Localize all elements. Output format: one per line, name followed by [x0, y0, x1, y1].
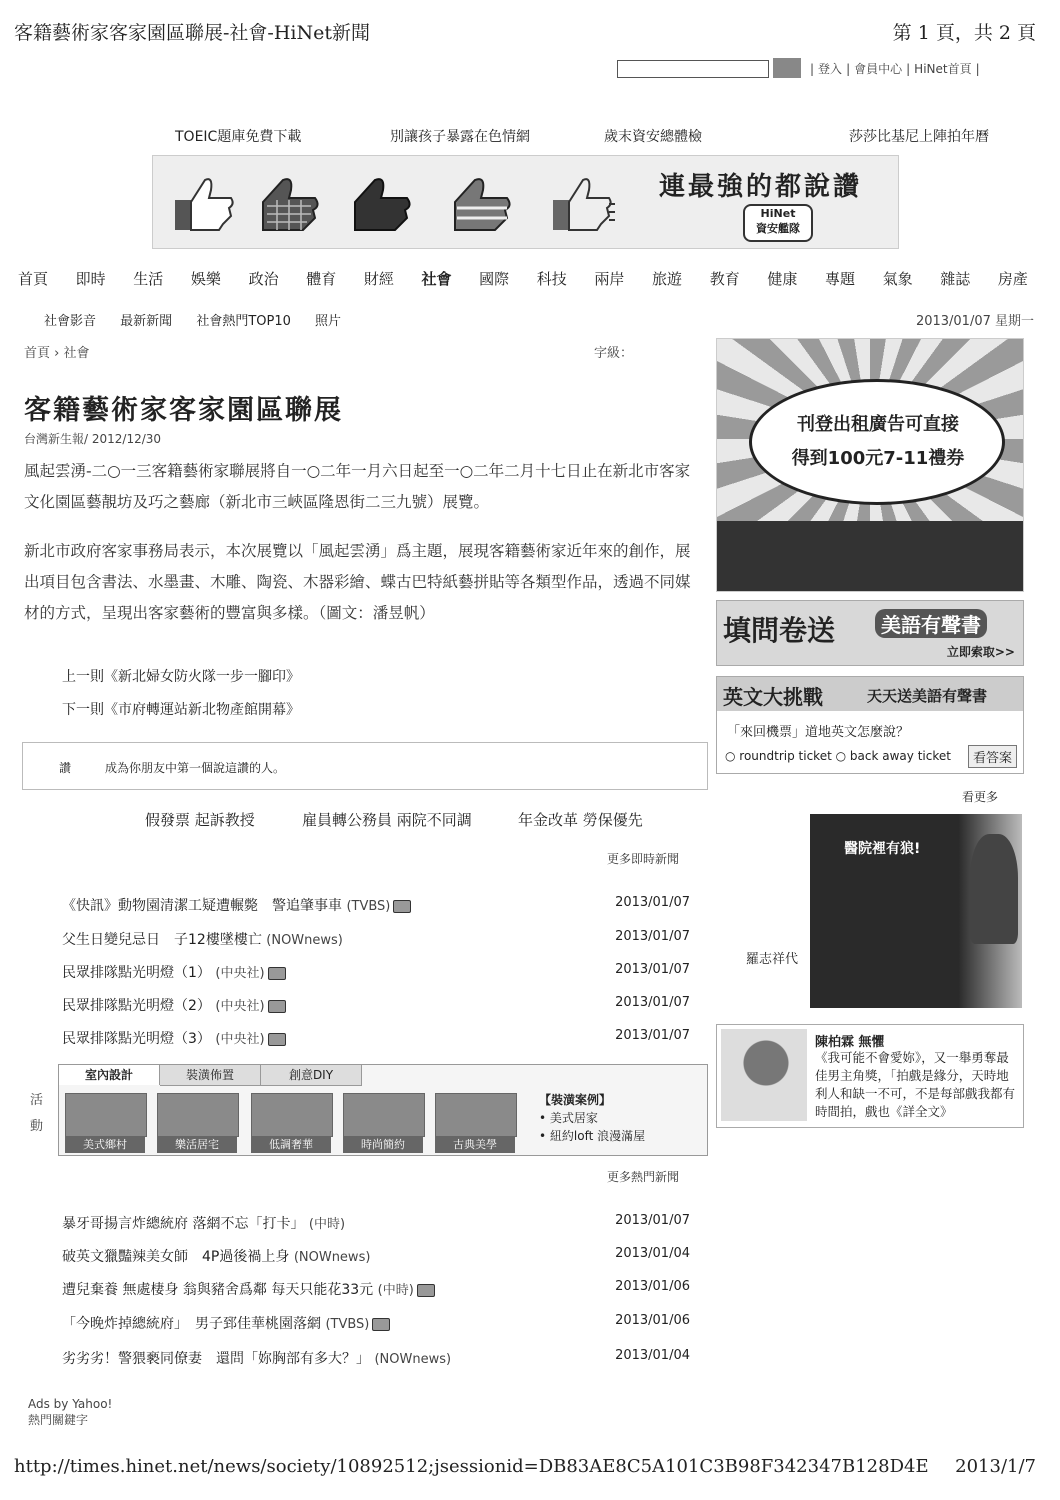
nav-item-active[interactable]: 社會 — [421, 270, 452, 288]
next-article-link[interactable]: 下一則《市府轉運站新北物產館開幕》 — [62, 702, 300, 718]
nav-item[interactable]: 娛樂 — [190, 270, 221, 288]
nav-item[interactable]: 生活 — [133, 270, 164, 288]
print-title: 客籍藝術家客家園區聯展-社會-HiNet新聞 — [14, 22, 370, 44]
promo-link[interactable]: 莎莎比基尼上陣拍年曆 — [849, 129, 989, 145]
video-thumbnail[interactable]: 醫院裡有狼! — [810, 814, 1022, 1008]
print-date: 2013/1/7 — [955, 1456, 1036, 1477]
sub-nav — [44, 310, 361, 329]
tab-diy[interactable]: 創意DIY — [261, 1065, 362, 1086]
subnav-item[interactable]: 照片 — [315, 314, 342, 329]
camera-icon — [393, 900, 411, 913]
print-page-number: 第 1 頁，共 2 頁 — [892, 22, 1036, 44]
nav-item[interactable]: 健康 — [767, 270, 798, 288]
nav-item[interactable]: 氣象 — [882, 270, 913, 288]
article-byline: 台灣新生報/ 2012/12/30 — [24, 432, 162, 446]
camera-icon — [268, 1000, 286, 1013]
promo-link[interactable]: TOEIC題庫免費下載 — [175, 129, 302, 145]
current-date: 2013/01/07 星期一 — [915, 314, 1034, 329]
promo-link[interactable]: 別讓孩子暴露在色情網 — [390, 129, 530, 145]
celebrity-photo — [721, 1029, 807, 1121]
quiz-options — [725, 749, 951, 763]
activity-label: 活動 — [30, 1093, 44, 1134]
thumbs-up-icon — [257, 174, 323, 234]
subnav-item[interactable]: 最新新聞 — [120, 314, 173, 329]
thumbs-up-icon — [449, 174, 515, 234]
more-latest-news-link[interactable]: 更多即時新聞 — [607, 852, 680, 866]
nav-item[interactable]: 雜誌 — [940, 270, 971, 288]
hot-keywords-label: 熱門關鍵字 — [28, 1413, 89, 1427]
english-quiz: 英文大挑戰 天天送美語有聲書 「來回機票」道地英文怎麼說？ ○ roundtrip ticket ○ back away ticket 看答案 — [716, 676, 1024, 774]
radio-back-away[interactable]: ○ back away ticket — [835, 749, 951, 763]
search-input[interactable] — [617, 60, 769, 78]
promo-link[interactable]: 歲末資安總體檢 — [604, 129, 702, 145]
thumbs-up-icon — [549, 174, 615, 234]
like-box — [22, 742, 708, 790]
nav-item[interactable]: 首頁 — [18, 270, 49, 288]
login-link[interactable]: 登入 — [818, 62, 843, 76]
show-answer-button[interactable]: 看答案 — [968, 745, 1017, 768]
nav-item[interactable]: 即時 — [75, 270, 106, 288]
nav-item[interactable]: 體育 — [306, 270, 337, 288]
font-size-control[interactable]: 字級： — [594, 346, 634, 361]
nav-item[interactable]: 房產 — [997, 270, 1028, 288]
thumbs-up-icon — [171, 174, 237, 234]
article-paragraph: 風起雲湧-二○一三客籍藝術家聯展將自一○二年一月六日起至一○二年二月十七日止在新北市客家文化園區藝靚坊及巧之藝廊（新北市三峽區隆恩街二三九號）展覽。 — [24, 462, 691, 511]
prev-article-link[interactable]: 上一則《新北婦女防火隊一步一腳印》 — [62, 669, 300, 685]
nav-item[interactable]: 兩岸 — [594, 270, 625, 288]
subnav-item[interactable]: 社會熱門TOP10 — [196, 314, 291, 329]
camera-icon — [268, 1033, 286, 1046]
ad-thumbnail[interactable]: 樂活居宅 — [157, 1093, 237, 1153]
nav-item[interactable]: 國際 — [479, 270, 510, 288]
thumbs-up-icon — [349, 174, 415, 234]
nav-item[interactable]: 財經 — [363, 270, 394, 288]
survey-ad[interactable]: 填問卷送 美語有聲書 立即索取>> — [716, 600, 1024, 666]
ad-thumbnail[interactable]: 時尚簡約 — [343, 1093, 423, 1153]
nav-item[interactable]: 教育 — [709, 270, 740, 288]
banner-slogan: 連最強的都說讚 — [659, 172, 863, 202]
banner-ad[interactable] — [152, 155, 899, 249]
like-text: 成為你朋友中第一個說這讚的人。 — [105, 761, 286, 775]
more-hot-news-link[interactable]: 更多熱門新聞 — [607, 1170, 680, 1184]
rental-ad[interactable]: 刊登出租廣告可直接 得到100元7-11禮券 — [716, 338, 1024, 592]
article-paragraph: 新北市政府客家事務局表示，本次展覽以「風起雲湧」爲主題，展現客籍藝術家近年來的創作，展出項目包含書法、水墨畫、木雕、陶瓷、木器彩繪、蝶古巴特紙藝拼貼等各類型作品，透過不同媒材的方式，呈現出客家藝術的豐富與多樣。（圖文：潘昱帆） — [24, 542, 691, 622]
ads-by-yahoo: Ads by Yahoo! 熱門關鍵字 — [28, 1397, 113, 1427]
hot-link[interactable]: 年金改革 勞保優先 — [518, 811, 643, 829]
hot-link[interactable]: 假發票 起訴教授 — [145, 811, 255, 829]
see-more-link[interactable]: 看更多 — [962, 790, 999, 804]
nav-item[interactable]: 旅遊 — [652, 270, 683, 288]
search-button[interactable] — [773, 58, 801, 78]
celebrity-feature[interactable]: 陳柏霖 無懼 《我可能不會愛妳》，又一舉勇奪最佳男主角獎，「拍戲是緣分，天時地利人和缺一不可，不是每部戲我都有時間拍，戲也《詳全文》 — [716, 1024, 1024, 1128]
top-links: | 登入 | 會員中心 | HiNet首頁 | — [810, 62, 980, 76]
ad-thumbnail[interactable]: 低調奢華 — [251, 1093, 331, 1153]
ad-case-list[interactable]: 【裝潢案例】 • 美式居家 • 紐約loft 浪漫滿屋 — [539, 1093, 646, 1143]
camera-icon — [417, 1284, 435, 1297]
like-button[interactable]: 讚 — [59, 761, 72, 775]
video-label[interactable]: 羅志祥代 — [746, 952, 799, 967]
subnav-item[interactable]: 社會影音 — [44, 314, 97, 329]
hinet-badge: HiNet 資安艦隊 — [743, 204, 813, 242]
camera-icon — [372, 1318, 390, 1331]
breadcrumb[interactable]: 首頁 › 社會 — [24, 346, 90, 361]
nav-item[interactable]: 政治 — [248, 270, 279, 288]
nav-item[interactable]: 科技 — [536, 270, 567, 288]
print-url: http://times.hinet.net/news/society/10892512;jsessionid=DB83AE8C5A101C3B98F342347B128D4E — [14, 1456, 929, 1477]
article-title: 客籍藝術家客家園區聯展 — [24, 395, 343, 426]
hot-link[interactable]: 雇員轉公務員 兩院不同調 — [302, 811, 472, 829]
member-center-link[interactable]: 會員中心 — [854, 62, 903, 76]
radio-roundtrip[interactable]: ○ roundtrip ticket — [725, 749, 832, 763]
hinet-home-link[interactable]: HiNet首頁 — [914, 62, 972, 76]
tab-decoration[interactable]: 裝潢佈置 — [160, 1065, 261, 1086]
quiz-question: 「來回機票」道地英文怎麼說？ — [727, 725, 910, 740]
ad-thumbnail[interactable]: 美式鄉村 — [65, 1093, 145, 1153]
ad-thumbnail[interactable]: 古典美學 — [435, 1093, 515, 1153]
tab-interior-design[interactable]: 室內設計 — [59, 1065, 160, 1085]
main-nav — [18, 268, 1028, 289]
nav-item[interactable]: 專題 — [824, 270, 855, 288]
camera-icon — [268, 967, 286, 980]
interior-design-ad[interactable] — [58, 1064, 708, 1156]
